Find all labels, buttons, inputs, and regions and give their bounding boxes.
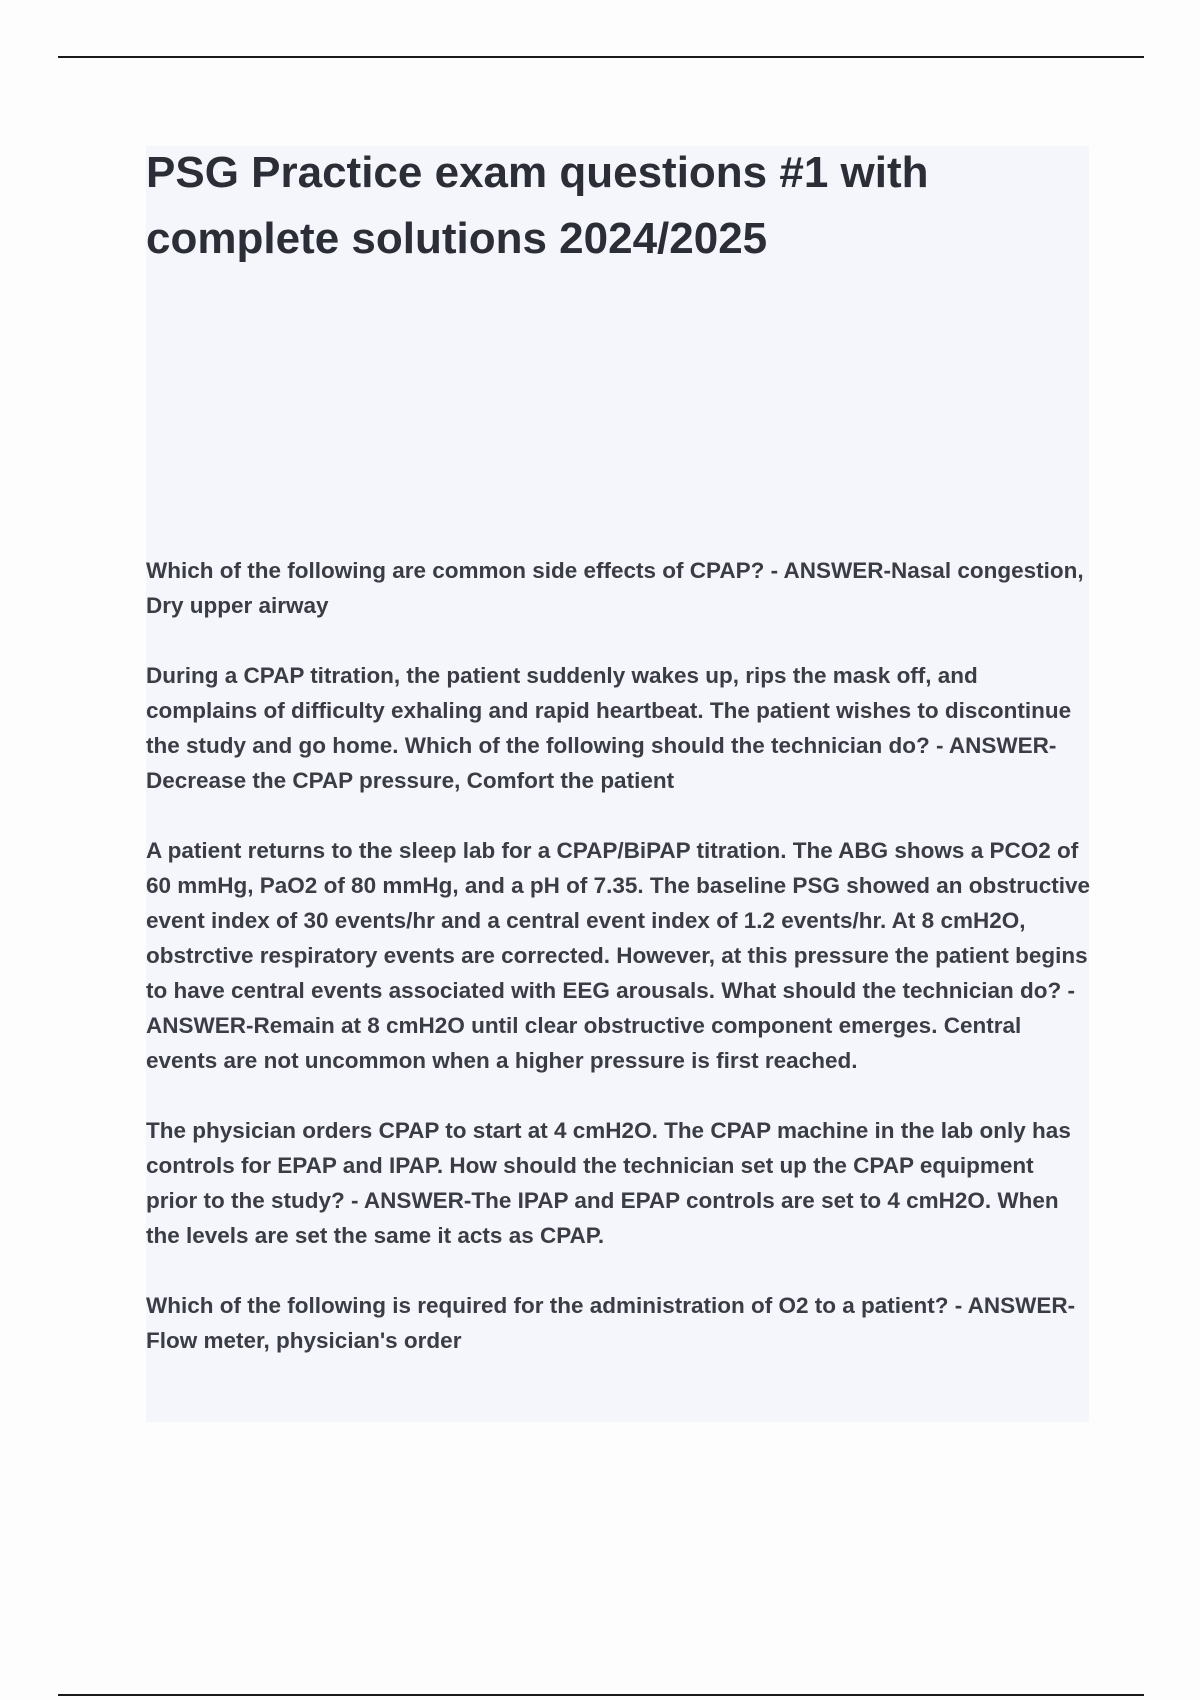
qa-item: The physician orders CPAP to start at 4 cmH2O. The CPAP machine in the lab only has controls for EPAP and IPAP. How should the technician set up the CPAP equipment prior to the study? - ANSWER-The IPAP and EPAP controls are set to 4 cmH2O. When the levels are set the same it acts as CPAP. bbox=[146, 1118, 1071, 1248]
document-title: PSG Practice exam questions #1 with complete solutions 2024/2025 bbox=[146, 148, 929, 263]
qa-item: Which of the following are common side effects of CPAP? - ANSWER-Nasal congestion, Dry upper airway bbox=[146, 558, 1084, 618]
qa-item: Which of the following is required for the administration of O2 to a patient? - ANSWER-Flow meter, physician's order bbox=[146, 1293, 1076, 1353]
top-rule bbox=[58, 56, 1144, 58]
qa-list bbox=[146, 553, 1091, 1393]
qa-item: During a CPAP titration, the patient suddenly wakes up, rips the mask off, and complains of difficulty exhaling and rapid heartbeat. The patient wishes to discontinue the study and go home. Which of the following should the technician do? - ANSWER-Decrease the CPAP pressure, Comfort the patient bbox=[146, 663, 1072, 793]
qa-item: A patient returns to the sleep lab for a CPAP/BiPAP titration. The ABG shows a PCO2 of 60 mmHg, PaO2 of 80 mmHg, and a pH of 7.35. The baseline PSG showed an obstructive event index of 30 events/hr and a central event index of 1.2 events/hr. At 8 cmH2O, obstrctive respiratory events are corrected. However, at this pressure the patient begins to have central events associated with EEG arousals. What should the technician do? - ANSWER-Remain at 8 cmH2O until clear obstructive component emerges. Central events are not uncommon when a higher pressure is first reached. bbox=[146, 838, 1091, 1073]
bottom-rule bbox=[58, 1694, 1144, 1696]
